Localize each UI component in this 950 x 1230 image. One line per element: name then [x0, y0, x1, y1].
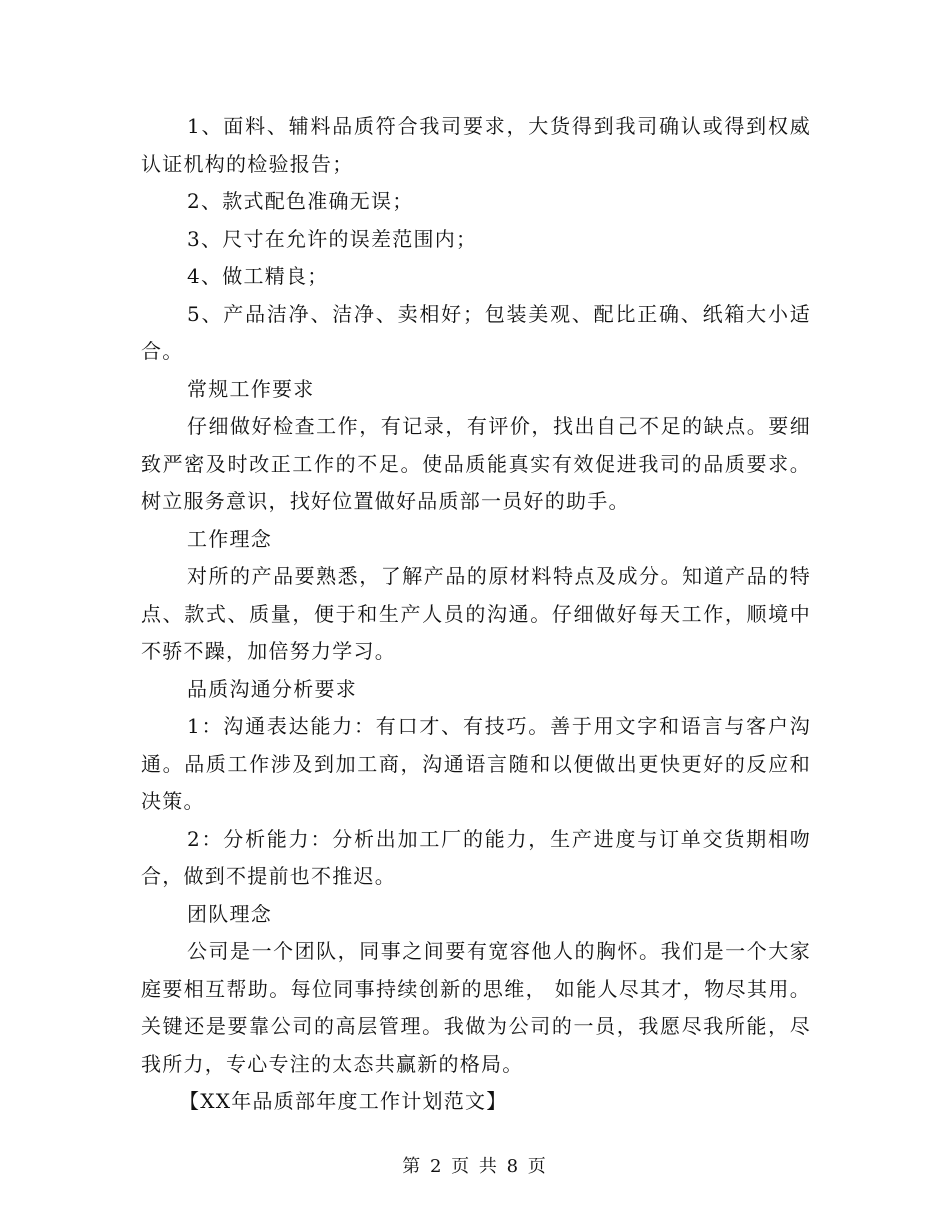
closing-title: 【XX年品质部年度工作计划范文】 [179, 1089, 508, 1113]
paragraph-analysis-ability: 2：分析能力：分析出加工厂的能力，生产进度与订单交货期相吻合，做到不提前也不推迟。 [141, 826, 811, 888]
paragraph-routine-work: 仔细做好检查工作，有记录，有评价，找出自己不足的缺点。要细致严密及时改正工作的不足。使品质能真实有效促进我司的品质要求。树立服务意识，找好位置做好品质部一员好的助手。 [141, 414, 811, 513]
paragraph-requirement-3: 3、尺寸在允许的误差范围内； [187, 226, 478, 251]
heading-work-philosophy: 工作理念 [187, 526, 272, 551]
heading-routine-work: 常规工作要求 [187, 376, 315, 401]
paragraph-requirement-5: 5、产品洁净、洁净、卖相好；包装美观、配比正确、纸箱大小适合。 [141, 301, 811, 363]
paragraph-requirement-4: 4、做工精良； [187, 264, 329, 288]
heading-team-philosophy: 团队理念 [187, 901, 272, 926]
paragraph-requirement-1: 1、面料、辅料品质符合我司要求，大货得到我司确认或得到权威认证机构的检验报告； [141, 114, 811, 176]
paragraph-work-philosophy: 对所的产品要熟悉，了解产品的原材料特点及成分。知道产品的特点、款式、质量，便于和生产人员的沟通。仔细做好每天工作，顺境中不骄不躁，加倍努力学习。 [141, 564, 811, 663]
document-body [141, 108, 811, 1121]
page-footer: 第 2 页 共 8 页 [402, 1156, 548, 1177]
paragraph-team-philosophy: 公司是一个团队，同事之间要有宽容他人的胸怀。我们是一个大家庭要相互帮助。每位同事持续创新的思维， 如能人尽其才，物尽其用。关键还是要靠公司的高层管理。我做为公司的一员，我愿尽我所能，尽我所力，专心专注的太态共赢新的格局。 [141, 939, 811, 1076]
paragraph-communication-ability: 1：沟通表达能力：有口才、有技巧。善于用文字和语言与客户沟通。品质工作涉及到加工商，沟通语言随和以便做出更快更好的反应和决策。 [141, 714, 811, 813]
paragraph-requirement-2: 2、款式配色准确无误； [187, 189, 414, 213]
heading-quality-communication: 品质沟通分析要求 [187, 676, 357, 701]
